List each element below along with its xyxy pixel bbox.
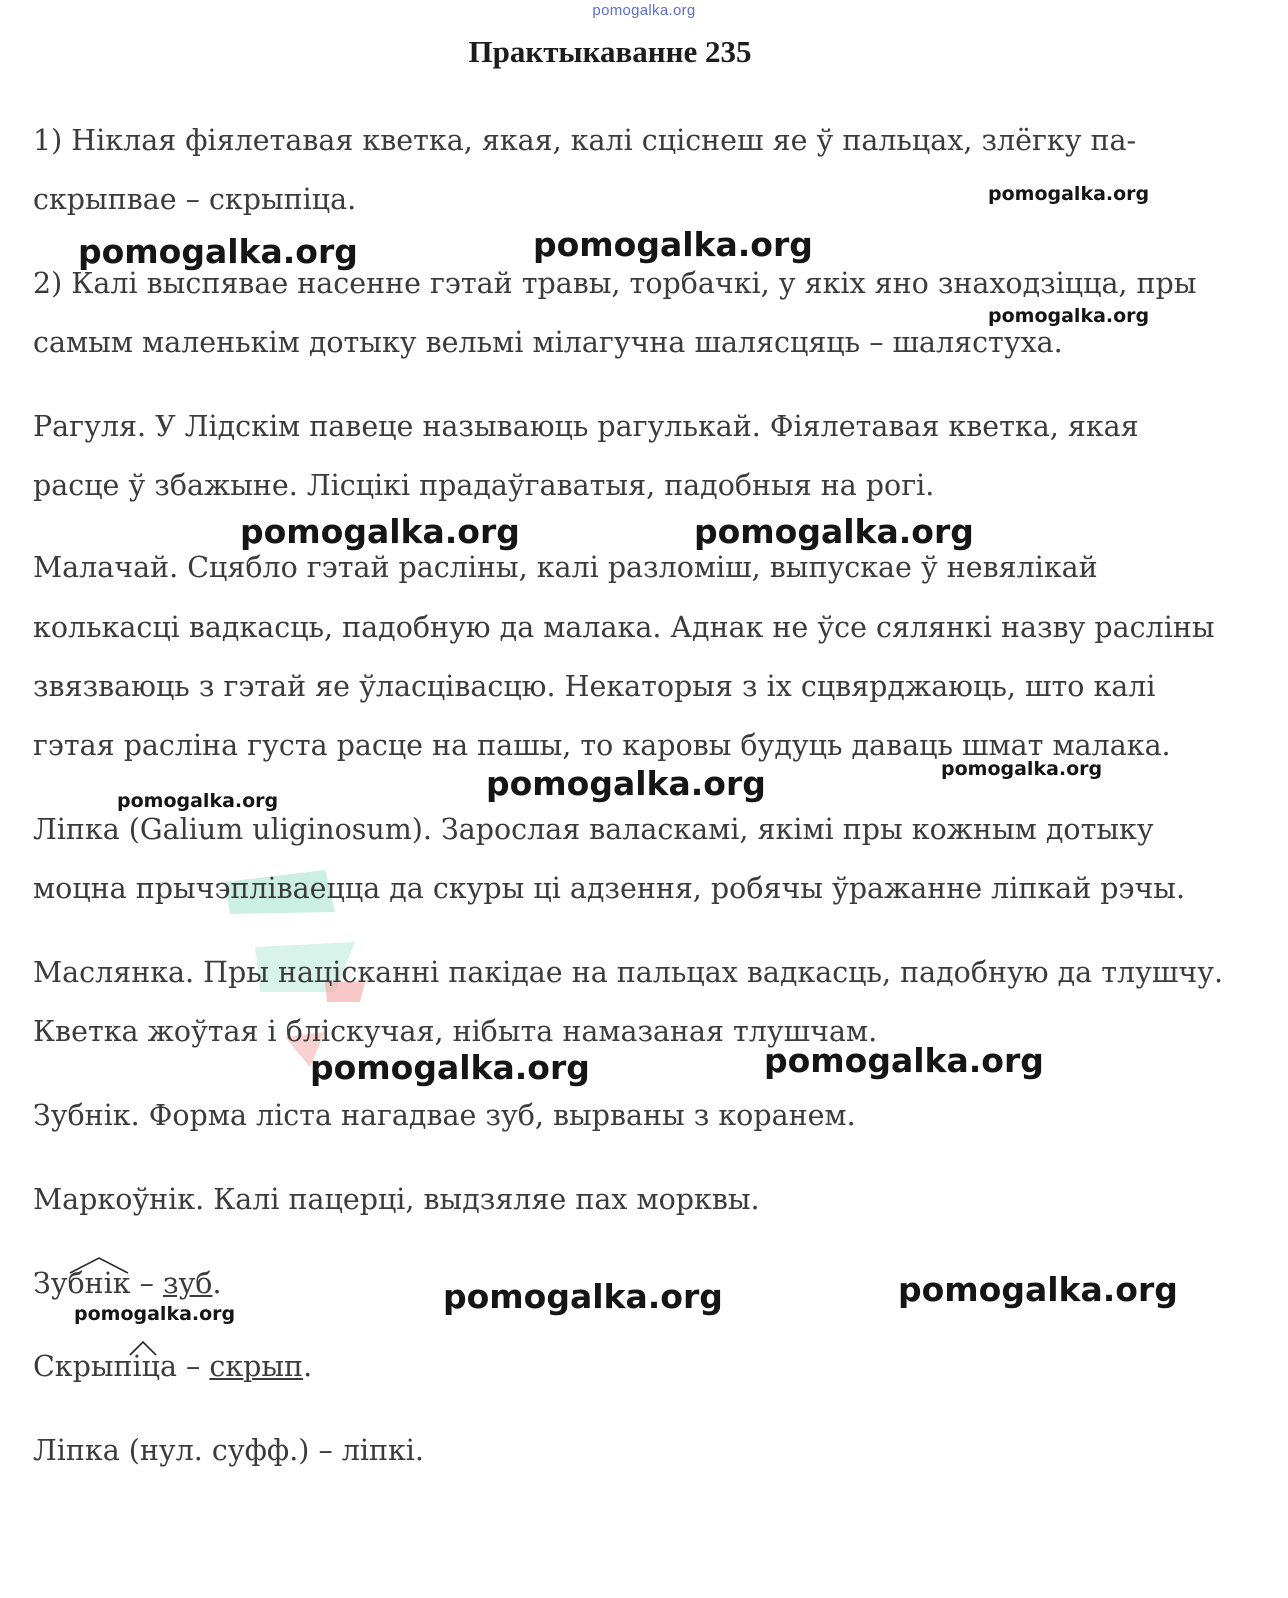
watermark: pomogalka.org — [443, 1277, 723, 1316]
analysis-dash: – — [130, 1267, 163, 1300]
text-line: Кветка жоўтая і бліскучая, нібыта намазаная тлушчам. — [33, 1015, 878, 1048]
text-line: звязваюць з гэтай яе ўласцівасцю. Некаторыя з іх сцвярджаюць, што калі — [33, 670, 1156, 703]
text-line: моцна прычэпліваецца да скуры ці адзення, робячы ўражанне ліпкай рэчы. — [33, 872, 1186, 905]
analysis-root: зуб — [162, 1267, 213, 1300]
analysis-word: Скрыпіца — [33, 1350, 177, 1383]
top-watermark[interactable]: pomogalka.org — [592, 2, 696, 19]
analysis-lipka: Ліпка (нул. суфф.) – ліпкі. — [33, 1434, 424, 1467]
watermark: pomogalka.org — [694, 512, 974, 551]
watermark: pomogalka.org — [78, 232, 358, 271]
watermark: pomogalka.org — [988, 305, 1150, 327]
suffix-mark-icon — [68, 1255, 130, 1275]
page-title: Практыкаванне 235 — [468, 34, 752, 69]
text-line: гэтая расліна густа расце на пашы, то каровы будуць даваць шмат малака. — [33, 729, 1171, 762]
watermark: pomogalka.org — [74, 1303, 236, 1325]
text-line: 2) Калі выспявае насенне гэтай травы, торбачкі, у якіх яно знаходзіцца, пры — [33, 267, 1197, 300]
analysis-skrypica — [33, 1350, 312, 1384]
text-line: Маркоўнік. Калі пацерці, выдзяляе пах морквы. — [33, 1183, 760, 1216]
text-line: расце ў збажыне. Лісцікі прадаўгаватыя, падобныя на рогі. — [33, 469, 935, 502]
watermark: pomogalka.org — [240, 512, 520, 551]
text-line: скрыпвае – скрыпіца. — [33, 183, 357, 216]
text-line: Малачай. Сцябло гэтай расліны, калі разломіш, выпускае ў невялікай — [33, 551, 1098, 584]
analysis-end: . — [212, 1267, 222, 1300]
analysis-end: . — [303, 1350, 313, 1383]
text-line: Зубнік. Форма ліста нагадвае зуб, вырваны з коранем. — [33, 1099, 856, 1132]
watermark: pomogalka.org — [117, 790, 279, 812]
text-line: Рагуля. У Лідскім павеце называюць рагулькай. Фіялетавая кветка, якая — [33, 410, 1139, 443]
text-line: Маслянка. Пры націсканні пакідае на пальцах вадкасць, падобную да тлушчу. — [33, 956, 1224, 989]
watermark: pomogalka.org — [486, 764, 766, 803]
text-line: самым маленькім дотыку вельмі мілагучна шалясцяць – шалястуха. — [33, 326, 1063, 359]
watermark: pomogalka.org — [941, 758, 1103, 780]
watermark: pomogalka.org — [310, 1048, 590, 1087]
watermark: pomogalka.org — [898, 1270, 1178, 1309]
analysis-root: скрып — [209, 1350, 304, 1383]
text-line: колькасці вадкасць, падобную да малака. Аднак не ўсе сялянкі назву расліны — [33, 611, 1215, 644]
watermark: pomogalka.org — [533, 225, 813, 264]
text-line: 1) Ніклая фіялетавая кветка, якая, калі сціснеш яе ў пальцах, злёгку па- — [33, 124, 1137, 157]
watermark: pomogalka.org — [764, 1041, 1044, 1080]
text-line: Ліпка (Galium uliginosum). Зарослая валаскамі, якімі пры кожным дотыку — [33, 813, 1154, 846]
suffix-mark-icon — [128, 1339, 158, 1357]
watermark: pomogalka.org — [988, 183, 1150, 205]
analysis-dash: – — [176, 1350, 210, 1383]
analysis-word: Зубнік — [33, 1267, 131, 1300]
